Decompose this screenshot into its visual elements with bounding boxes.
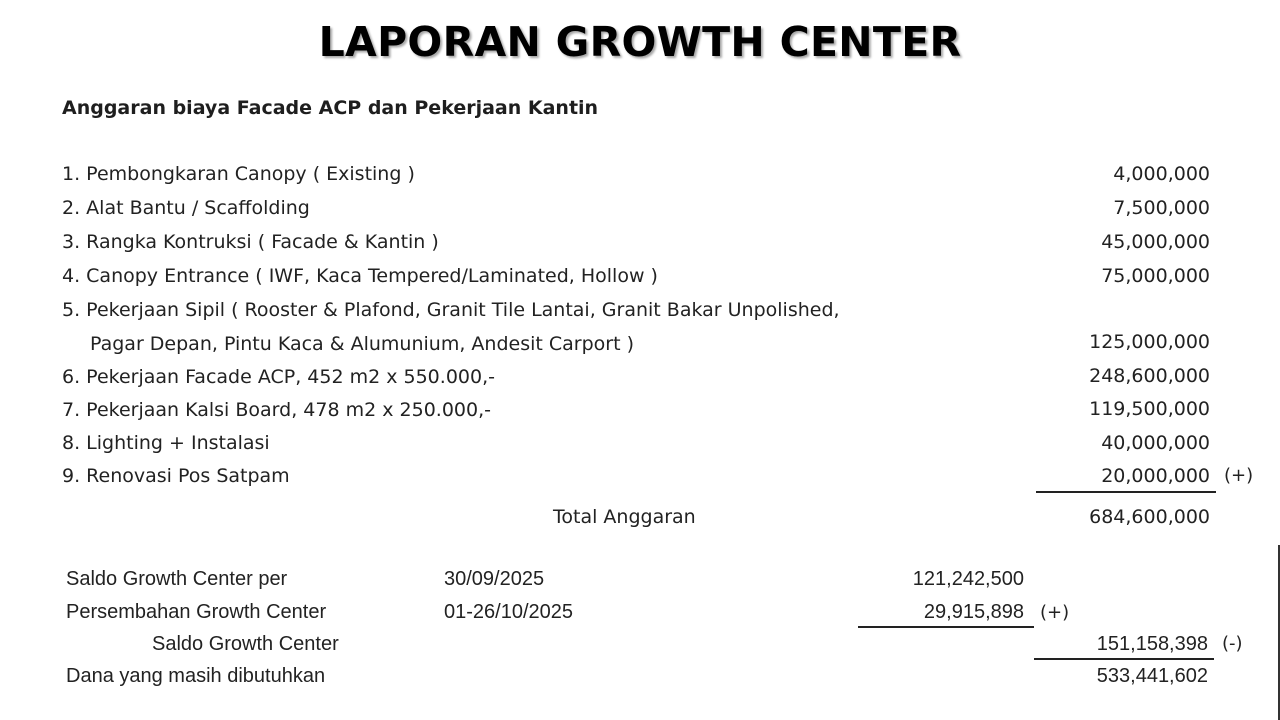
item-label-9: 9. Renovasi Pos Satpam — [62, 465, 290, 487]
saldo-per-value: 121,242,500 — [912, 568, 1024, 590]
saldo-total-marker: (-) — [1222, 633, 1243, 654]
saldo-per-date: 30/09/2025 — [444, 568, 545, 590]
saldo-total-value: 151,158,398 — [1096, 633, 1208, 655]
item-label-6: 6. Pekerjaan Facade ACP, 452 m2 x 550.000,- — [62, 366, 495, 388]
total-label: Total Anggaran — [553, 506, 696, 528]
item-label-5: 5. Pekerjaan Sipil ( Rooster & Plafond, Granit Tile Lantai, Granit Bakar Unpolished, — [62, 299, 840, 321]
item-value-2: 7,500,000 — [1113, 197, 1210, 219]
items-sum-marker: (+) — [1224, 465, 1254, 486]
dana-rule — [1034, 658, 1214, 660]
item-value-1: 4,000,000 — [1113, 163, 1210, 185]
item-label-4: 4. Canopy Entrance ( IWF, Kaca Tempered/Laminated, Hollow ) — [62, 265, 658, 287]
items-sum-rule — [1036, 491, 1216, 493]
persembahan-value: 29,915,898 — [923, 601, 1024, 623]
item-label-8: 8. Lighting + Instalasi — [62, 432, 270, 454]
saldo-sum-rule — [858, 626, 1034, 628]
budget-subtitle: Anggaran biaya Facade ACP dan Pekerjaan Kantin — [62, 97, 599, 119]
persembahan-marker: (+) — [1040, 602, 1070, 623]
item-label-2: 2. Alat Bantu / Scaffolding — [62, 197, 310, 219]
page-title: LAPORAN GROWTH CENTER — [318, 18, 962, 66]
item-value-6: 248,600,000 — [1089, 365, 1210, 387]
item-label-7: 7. Pekerjaan Kalsi Board, 478 m2 x 250.000,- — [62, 399, 491, 421]
item-value-3: 45,000,000 — [1101, 231, 1210, 253]
total-value: 684,600,000 — [1089, 506, 1210, 528]
item-value-8: 40,000,000 — [1101, 432, 1210, 454]
saldo-per-label: Saldo Growth Center per — [66, 568, 288, 590]
item-label-3: 3. Rangka Kontruksi ( Facade & Kantin ) — [62, 231, 439, 253]
item-value-9: 20,000,000 — [1101, 465, 1210, 487]
dana-label: Dana yang masih dibutuhkan — [66, 665, 326, 687]
saldo-total-label: Saldo Growth Center — [152, 633, 339, 655]
persembahan-date: 01-26/10/2025 — [444, 601, 574, 623]
dana-value: 533,441,602 — [1096, 665, 1208, 687]
item-value-4: 75,000,000 — [1101, 265, 1210, 287]
persembahan-label: Persembahan Growth Center — [66, 601, 327, 623]
item-value-7: 119,500,000 — [1089, 398, 1210, 420]
item-label-1: 1. Pembongkaran Canopy ( Existing ) — [62, 163, 415, 185]
item-label-5-line2: Pagar Depan, Pintu Kaca & Alumunium, Andesit Carport ) — [90, 333, 634, 355]
item-value-5: 125,000,000 — [1089, 331, 1210, 353]
